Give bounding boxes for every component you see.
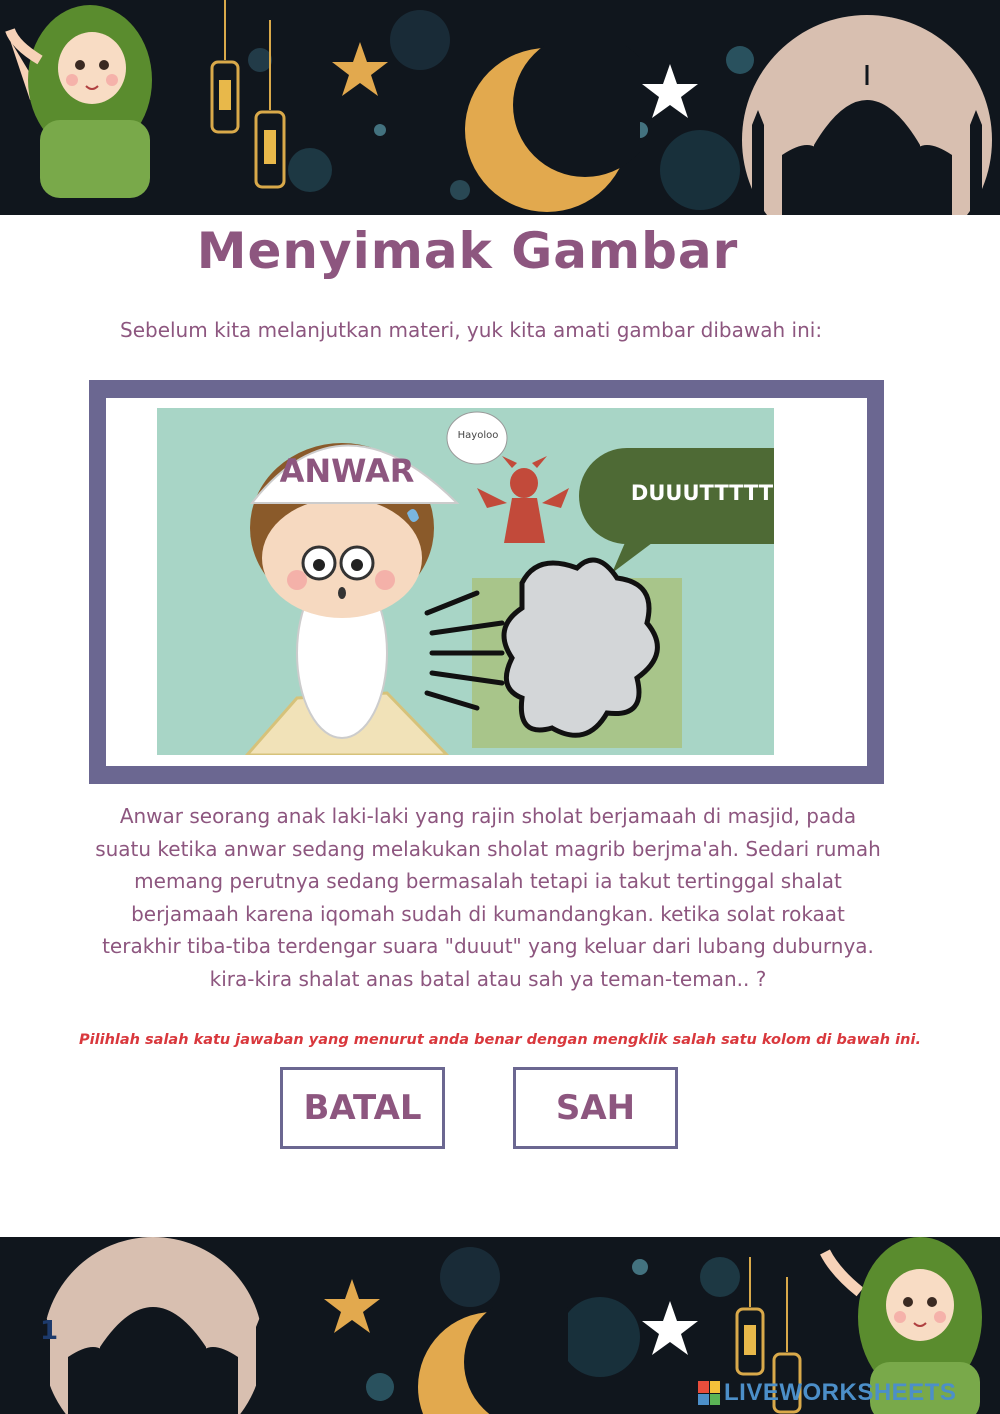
story-line: terakhir tiba-tiba terdengar suara "duuut" yang keluar dari lubang duburnya.: [102, 934, 874, 958]
girl-character-icon: [0, 0, 160, 200]
moon-icon: [418, 1307, 568, 1414]
quiz-instruction: Pilihlah salah katu jawaban yang menurut anda benar dengan mengklik salah satu kolom di bawah ini.: [79, 1032, 921, 1048]
story-line: suatu ketika anwar sedang melakukan sholat magrib berjma'ah. Sedari rumah: [95, 836, 881, 861]
lantern-icon: [200, 0, 300, 200]
liveworksheets-logo[interactable]: [698, 1378, 956, 1408]
page-number: 1: [40, 1316, 59, 1346]
white-star-icon: [638, 1299, 702, 1359]
mosque-icon: [28, 1237, 288, 1414]
story-line: memang perutnya sedang bermasalah tetapi ia takut tertinggal shalat: [134, 869, 842, 893]
moon-icon: [465, 45, 640, 215]
page-title: Menyimak Gambar: [196, 222, 739, 280]
mosque-icon: [742, 15, 992, 215]
answer-batal-button[interactable]: BATAL: [280, 1067, 445, 1149]
cap-label: ANWAR: [279, 452, 415, 490]
small-speech-bubble: Hayoloo: [457, 430, 499, 441]
star-icon: [330, 40, 390, 100]
story-illustration: [157, 408, 774, 755]
story-paragraph: [90, 800, 886, 995]
white-star-icon: [638, 62, 702, 122]
liveworksheets-logo-icon: [698, 1381, 720, 1405]
story-line: kira-kira shalat anas batal atau sah ya teman-teman.. ?: [209, 966, 767, 991]
story-line: berjamaah karena iqomah sudah di kumandangkan. ketika solat rokaat: [131, 901, 845, 926]
speech-bubble-text: DUUUTTTTT: [630, 481, 774, 505]
answer-sah-button[interactable]: SAH: [513, 1067, 678, 1149]
top-banner: [0, 0, 1000, 215]
intro-text: Sebelum kita melanjutkan materi, yuk kita amati gambar dibawah ini:: [120, 318, 823, 342]
star-icon: [322, 1277, 382, 1337]
story-line: Anwar seorang anak laki-laki yang rajin sholat berjamaah di masjid, pada: [119, 804, 857, 828]
brand-text: LIVEWORKSHEETS: [724, 1379, 957, 1406]
